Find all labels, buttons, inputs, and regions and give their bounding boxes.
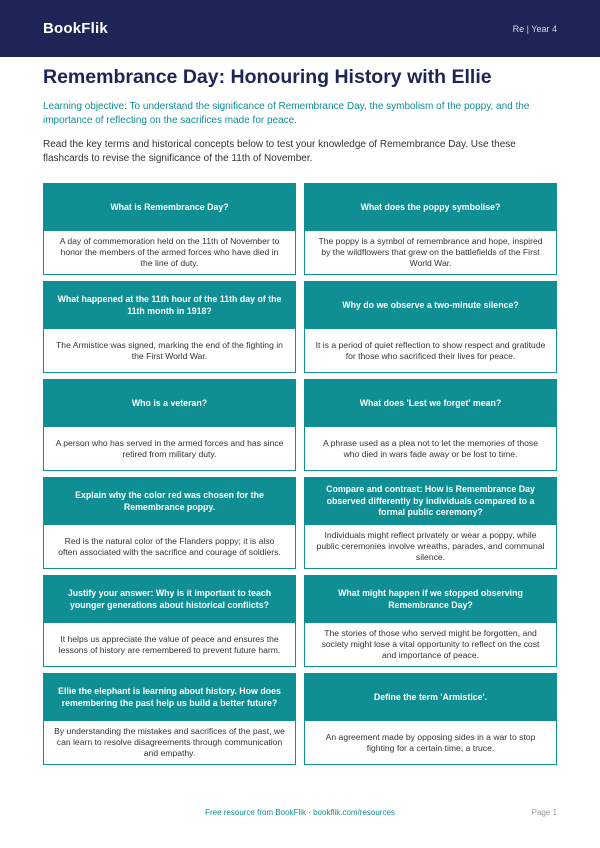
flashcard[interactable]: [43, 477, 296, 569]
flashcard-answer: Red is the natural color of the Flanders poppy; it is also often associated with the sacrifice and courage of soldiers.: [58, 535, 281, 557]
flashcard-question: Define the term 'Armistice'.: [305, 674, 556, 721]
flashcard-question: Justify your answer: Why is it important to teach younger generations about historical conflicts?: [44, 576, 295, 623]
flashcard[interactable]: [43, 183, 296, 275]
flashcard[interactable]: [304, 183, 557, 275]
flashcard-question: What does 'Lest we forget' mean?: [305, 380, 556, 427]
learning-objective: Learning objective: To understand the significance of Remembrance Day, the symbolism of the poppy, and the importance of reflecting on the sacrifices made for peace.: [43, 101, 530, 126]
footer-link[interactable]: Free resource from BookFlik · bookflik.com/resources: [205, 808, 395, 817]
flashcard-question: What might happen if we stopped observing Remembrance Day?: [305, 576, 556, 623]
flashcard-question: What does the poppy symbolise?: [305, 184, 556, 231]
flashcard-question: Who is a veteran?: [44, 380, 295, 427]
flashcard-answer: Individuals might reflect privately or wear a poppy, while public ceremonies involve wreaths, parades, and communal silence.: [316, 530, 545, 562]
flashcard-answer: An agreement made by opposing sides in a war to stop fighting for a certain time; a truce.: [325, 731, 536, 753]
flashcard-answer: A phrase used as a plea not to let the memories of those who died in wars fade away or be lost to time.: [323, 437, 538, 459]
flashcard-answer: It helps us appreciate the value of peace and ensures the lessons of history are remembered to prevent future harm.: [58, 633, 281, 655]
flashcard-question: What happened at the 11th hour of the 11th day of the 11th month in 1918?: [44, 282, 295, 329]
intro-text: Read the key terms and historical concepts below to test your knowledge of Remembrance Day. Use these flashcards to revise the significance of the 11th of November.: [43, 139, 516, 164]
subject-year-label: Re | Year 4: [512, 23, 557, 34]
flashcard[interactable]: [43, 379, 296, 471]
flashcard[interactable]: [43, 673, 296, 765]
flashcard[interactable]: [304, 673, 557, 765]
flashcard[interactable]: [304, 281, 557, 373]
flashcard-answer: It is a period of quiet reflection to show respect and gratitude for those who sacrificed their lives for peace.: [315, 339, 546, 361]
flashcard-grid: [43, 183, 557, 765]
page-number: Page 1: [531, 808, 557, 817]
header-bar: [0, 0, 600, 57]
flashcard-question: Why do we observe a two-minute silence?: [305, 282, 556, 329]
brand-logo[interactable]: BookFlik: [43, 20, 108, 37]
flashcard-answer: By understanding the mistakes and sacrifices of the past, we can learn to resolve disagreements through communication and empathy.: [54, 726, 285, 758]
flashcard[interactable]: [304, 477, 557, 569]
flashcard[interactable]: [43, 575, 296, 667]
flashcard[interactable]: [43, 281, 296, 373]
flashcard-answer: A person who has served in the armed forces and has since retired from military duty.: [55, 437, 284, 459]
flashcard-question: What is Remembrance Day?: [44, 184, 295, 231]
flashcard[interactable]: [304, 575, 557, 667]
flashcard[interactable]: [304, 379, 557, 471]
flashcard-answer: The poppy is a symbol of remembrance and hope, inspired by the wildflowers that grew on the battlefields of the First World War.: [318, 236, 543, 268]
flashcard-answer: The stories of those who served might be forgotten, and society might lose a vital opportunity to reflect on the cost and importance of peace.: [321, 628, 540, 660]
flashcard-answer: A day of commemoration held on the 11th of November to honor the members of the armed forces who have died in the line of duty.: [59, 236, 280, 268]
flashcard-answer: The Armistice was signed, marking the end of the fighting in the First World War.: [56, 339, 283, 361]
flashcard-question: Explain why the color red was chosen for the Remembrance poppy.: [44, 478, 295, 525]
flashcard-question: Ellie the elephant is learning about history. How does remembering the past help us build a better future?: [44, 674, 295, 721]
page-title: Remembrance Day: Honouring History with Ellie: [43, 66, 492, 88]
flashcard-question: Compare and contrast: How is Remembrance Day observed differently by individuals compared to a formal public ceremony?: [305, 478, 556, 525]
